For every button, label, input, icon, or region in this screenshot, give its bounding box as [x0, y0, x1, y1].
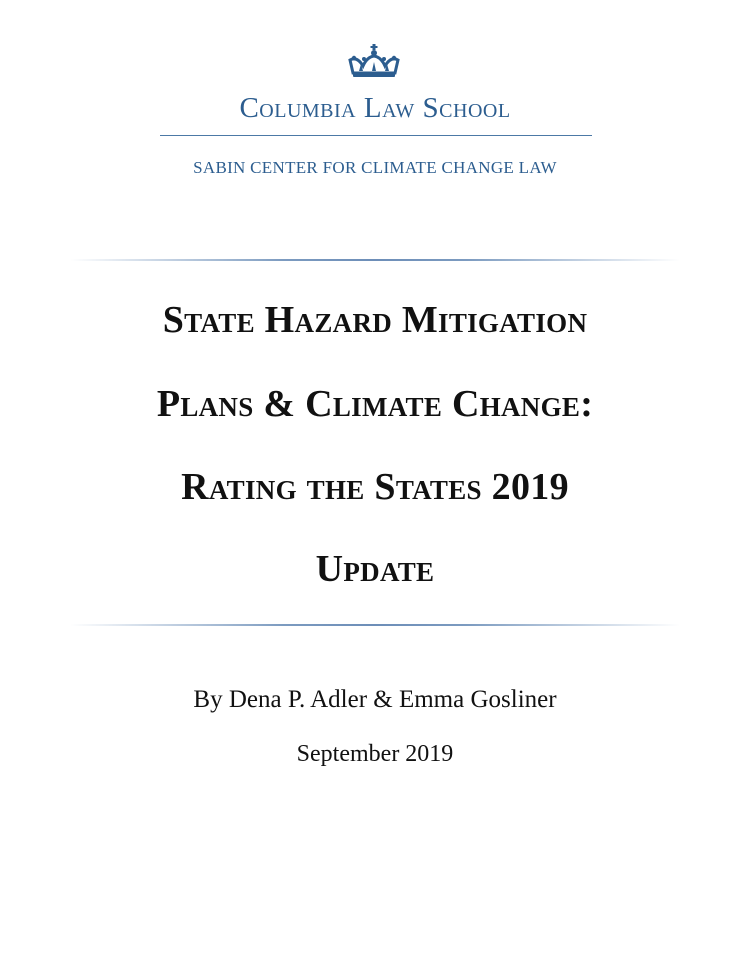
title-line-1: State Hazard Mitigation [162, 299, 588, 341]
center-name: SABIN CENTER FOR CLIMATE CHANGE LAW [193, 158, 557, 177]
school-name: Columbia Law School [239, 92, 511, 124]
crown-icon [345, 44, 403, 80]
title-bottom-divider [70, 624, 680, 626]
header-divider [160, 135, 592, 136]
publication-date: September 2019 [296, 741, 454, 767]
title-line-2: Plans & Climate Change: [156, 383, 594, 425]
title-line-3: Rating the States 2019 [181, 466, 569, 508]
title-top-divider [70, 259, 680, 261]
title-line-4: Update [315, 548, 435, 590]
columbia-crown-logo [345, 44, 403, 80]
authors-byline: By Dena P. Adler & Emma Gosliner [193, 686, 557, 713]
